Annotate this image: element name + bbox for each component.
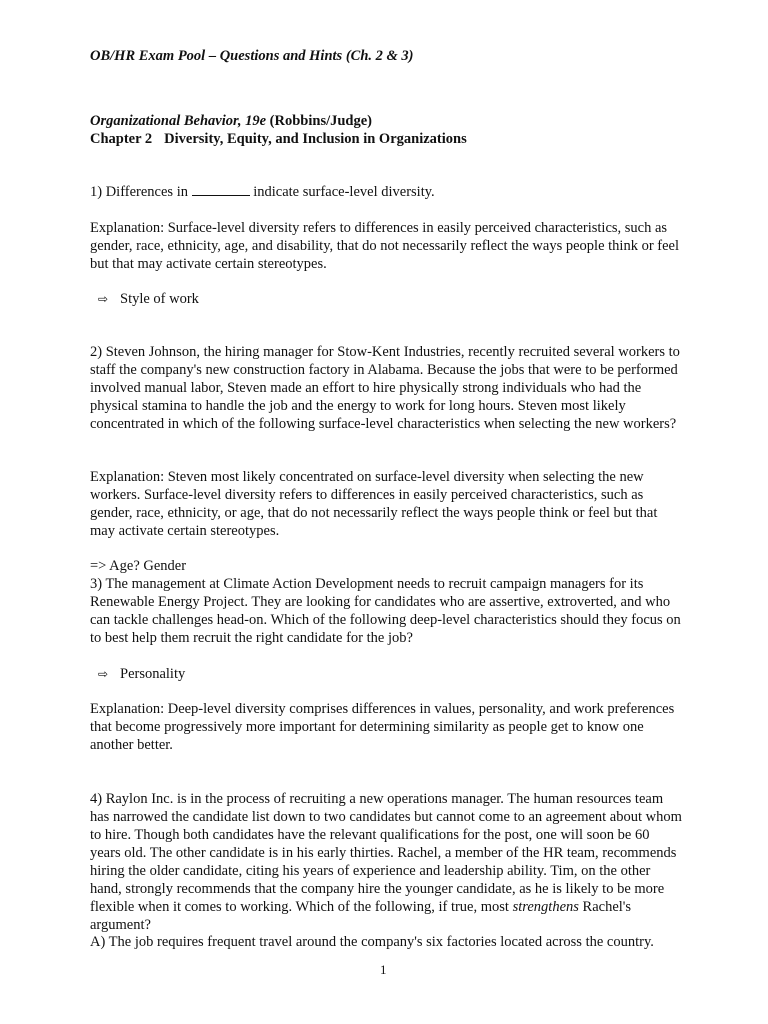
question-1-suffix: indicate surface-level diversity. bbox=[253, 184, 435, 200]
book-authors: (Robbins/Judge) bbox=[269, 113, 373, 129]
arrow-icon: ⇨ bbox=[98, 667, 109, 681]
question-1 bbox=[90, 183, 682, 201]
question-4-end: Rachel's argument? bbox=[90, 899, 632, 933]
question-1-hint-text: Style of work bbox=[120, 291, 199, 307]
book-title-italic: Organizational Behavior, 19e bbox=[90, 113, 267, 129]
question-1-explanation: Explanation: Surface-level diversity refers to differences in easily perceived characteristics, such as gender, race, ethnicity, age, and disability, that do not necessarily reflect the ways people think or feel but that may activate certain stereotypes. bbox=[90, 220, 679, 272]
chapter-heading bbox=[90, 130, 467, 148]
chapter-title: Diversity, Equity, and Inclusion in Organizations bbox=[164, 131, 467, 147]
book-title bbox=[90, 112, 372, 130]
question-4 bbox=[90, 790, 682, 934]
question-1-prefix: 1) Differences in bbox=[90, 184, 188, 200]
question-4-text: 4) Raylon Inc. is in the process of recruiting a new operations manager. The human resources team has narrowed the candidate list down to two candidates but cannot come to an agreement about whom to hire. Though both candidates have the relevant qualifications for the post, one will soon be 60 years old. The other candidate is in his early thirties. Rachel, a member of the HR team, recommends hiring the older candidate, citing his years of experience and leadership ability. Tim, on the other hand, strongly recommends that the company hire the younger candidate, as he is likely to be more flexible when it comes to working. Which of the following, if true, most bbox=[90, 791, 682, 915]
arrow-icon: ⇨ bbox=[98, 292, 109, 306]
question-3-hint bbox=[98, 665, 185, 683]
question-4-option-a: A) The job requires frequent travel around the company's six factories located across the country. bbox=[90, 934, 654, 950]
question-4-emphasis: strengthens bbox=[512, 899, 579, 915]
document-header: OB/HR Exam Pool – Questions and Hints (Ch. 2 & 3) bbox=[90, 48, 414, 64]
question-2: 2) Steven Johnson, the hiring manager for Stow-Kent Industries, recently recruited several workers to staff the company's new construction factory in Alabama. Because the jobs that were to be performed involved manual labor, Steven made an effort to hire physically strong individuals who had the physical stamina to handle the job and the energy to work for long hours. Steven most likely concentrated in which of the following surface-level characteristics when selecting the new workers? bbox=[90, 344, 680, 432]
fill-in-blank bbox=[192, 183, 250, 196]
question-2-explanation: Explanation: Steven most likely concentrated on surface-level diversity when selecting the new workers. Surface-level diversity refers to differences in easily perceived characteristics, such as gender, race, ethnicity, or age, that do not necessarily reflect the ways people think or feel but that may activate certain stereotypes. bbox=[90, 469, 658, 539]
question-1-hint bbox=[98, 290, 199, 308]
question-2-hint: => Age? Gender bbox=[90, 558, 187, 574]
question-3-explanation: Explanation: Deep-level diversity comprises differences in values, personality, and work preferences that become progressively more important for determining similarity as people get to know one another better. bbox=[90, 701, 675, 753]
document-page bbox=[90, 0, 690, 1024]
question-3-hint-text: Personality bbox=[120, 666, 186, 682]
chapter-number: Chapter 2 bbox=[90, 131, 153, 147]
page-number: 1 bbox=[380, 962, 387, 977]
question-3: 3) The management at Climate Action Development needs to recruit campaign managers for its Renewable Energy Project. They are looking for candidates who are assertive, extroverted, and who can tackle challenges head-on. Which of the following deep-level characteristics should they focus on to best help them recruit the right candidate for the job? bbox=[90, 576, 681, 646]
